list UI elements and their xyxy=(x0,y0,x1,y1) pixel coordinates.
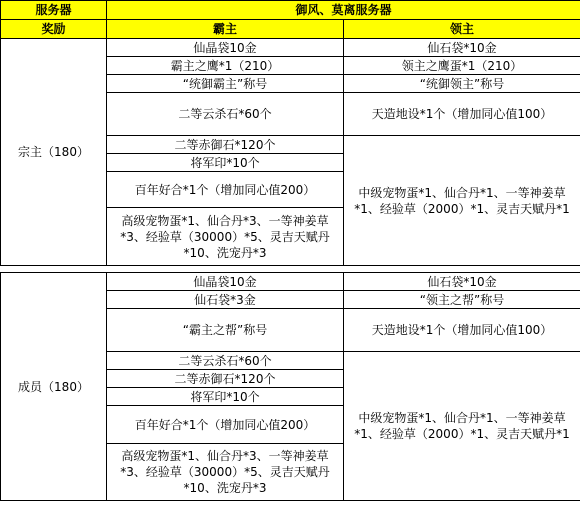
lingzhu-cell: 领主之鹰蛋*1（210） xyxy=(344,57,580,75)
bazhu-cell: 二等赤御石*120个 xyxy=(107,136,344,154)
bazhu-cell: 霸主之鹰*1（210） xyxy=(107,57,344,75)
section-divider xyxy=(1,266,580,273)
header-row-server xyxy=(1,1,580,20)
bazhu-cell: 二等云杀石*60个 xyxy=(107,93,344,136)
server-value: 御风、莫离服务器 xyxy=(107,1,580,20)
role-cell-zongzhu: 宗主（180） xyxy=(1,39,107,266)
bazhu-cell: “统御霸主”称号 xyxy=(107,75,344,93)
lingzhu-merged-cell: 中级宠物蛋*1、仙合丹*1、一等神姜草*1、经验草（2000）*1、灵吉天赋丹*1 xyxy=(344,136,580,266)
lingzhu-cell: 仙石袋*10金 xyxy=(344,273,580,291)
server-label: 服务器 xyxy=(1,1,107,20)
col-lingzhu-header: 领主 xyxy=(344,20,580,39)
bazhu-cell: 高级宠物蛋*1、仙合丹*3、一等神姜草*3、经验草（30000）*5、灵吉天赋丹*10、洗宠丹*3 xyxy=(107,208,344,266)
lingzhu-cell: “统御领主”称号 xyxy=(344,75,580,93)
reward-label: 奖励 xyxy=(1,20,107,39)
bazhu-cell: 仙晶袋10金 xyxy=(107,273,344,291)
bazhu-cell: 将军印*10个 xyxy=(107,154,344,172)
bazhu-cell: 二等云杀石*60个 xyxy=(107,352,344,370)
bazhu-cell: 仙晶袋10金 xyxy=(107,39,344,57)
header-row-reward xyxy=(1,20,580,39)
lingzhu-cell: 仙石袋*10金 xyxy=(344,39,580,57)
table-row xyxy=(1,39,580,57)
bazhu-cell: “霸主之帮”称号 xyxy=(107,309,344,352)
table-row xyxy=(1,273,580,291)
lingzhu-cell: 天造地设*1个（增加同心值100） xyxy=(344,93,580,136)
lingzhu-cell: “领主之帮”称号 xyxy=(344,291,580,309)
bazhu-cell: 将军印*10个 xyxy=(107,388,344,406)
col-bazhu-header: 霸主 xyxy=(107,20,344,39)
lingzhu-merged-cell: 中级宠物蛋*1、仙合丹*1、一等神姜草*1、经验草（2000）*1、灵吉天赋丹*1 xyxy=(344,352,580,501)
bazhu-cell: 高级宠物蛋*1、仙合丹*3、一等神姜草*3、经验草（30000）*5、灵吉天赋丹*10、洗宠丹*3 xyxy=(107,444,344,501)
bazhu-cell: 二等赤御石*120个 xyxy=(107,370,344,388)
lingzhu-cell: 天造地设*1个（增加同心值100） xyxy=(344,309,580,352)
bazhu-cell: 仙石袋*3金 xyxy=(107,291,344,309)
role-cell-chengyuan: 成员（180） xyxy=(1,273,107,501)
bazhu-cell: 百年好合*1个（增加同心值200） xyxy=(107,406,344,444)
bazhu-cell: 百年好合*1个（增加同心值200） xyxy=(107,172,344,208)
